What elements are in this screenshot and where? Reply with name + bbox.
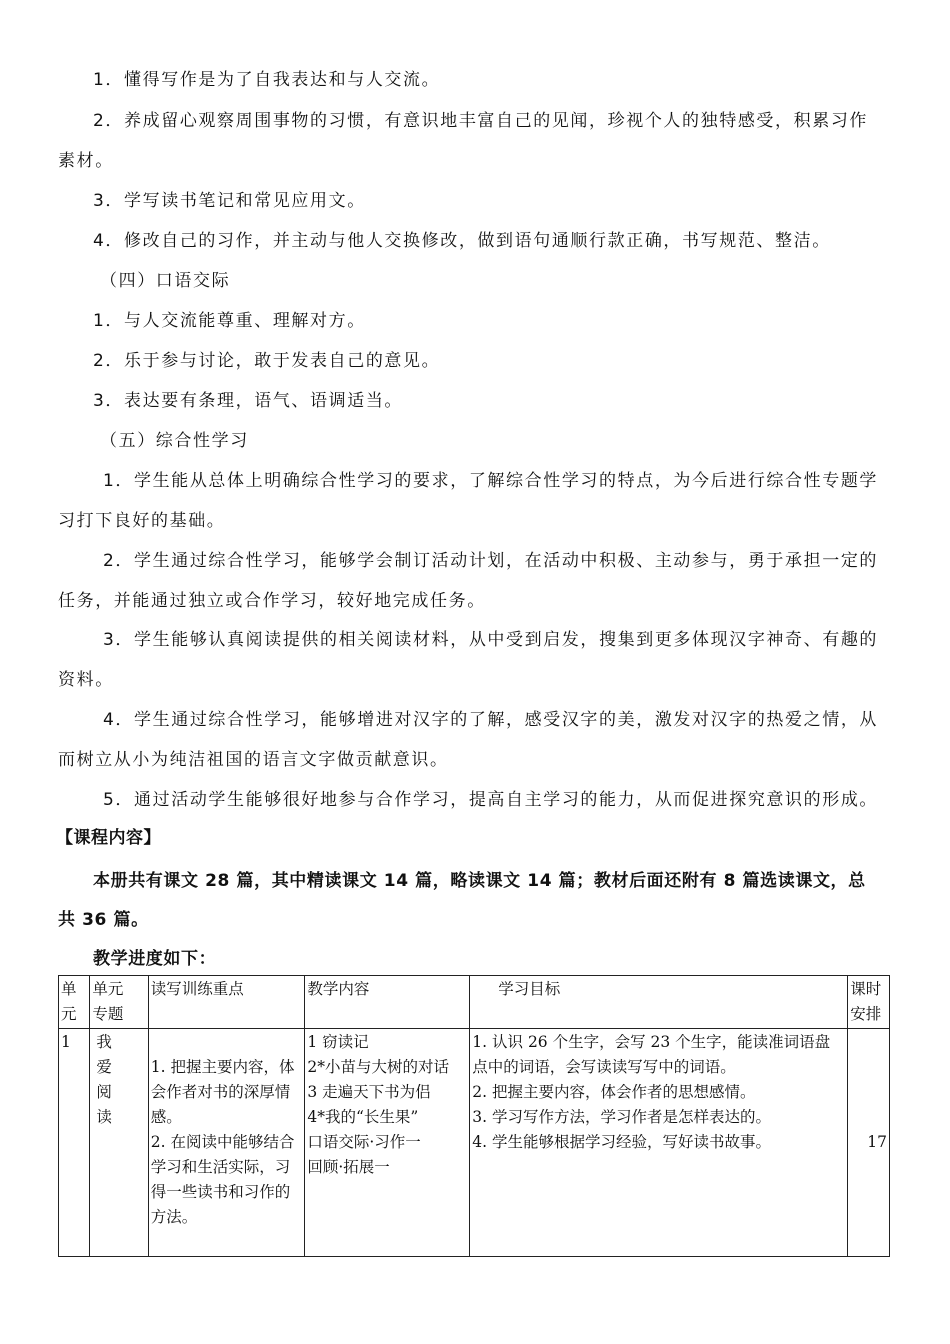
row-hours: 17 <box>848 1029 890 1257</box>
row-focus: 1. 把握主要内容，体会作者对书的深厚情感。 2. 在阅读中能够结合学习和生活实际，习得一些读书和习作的方法。 <box>148 1029 305 1257</box>
comprehensive-line-7: 4．学生通过综合性学习，能够增进对汉字的了解，感受汉字的美，激发对汉字的热爱之情，从 <box>103 710 879 730</box>
row-goals: 1. 认识 26 个生字，会写 23 个生字，能读准词语盘点中的词语，会写读读写写中的词语。 2. 把握主要内容，体会作者的思想感情。 3. 学习写作方法，学习作者是怎样表达的。 4. 学生能够根据学习经验，写好读书故事。 <box>470 1029 848 1257</box>
header-topic: 单元 专题 <box>90 976 148 1029</box>
row-topic: 我 爱 阅 读 <box>90 1029 148 1257</box>
oral-item-2: 2．乐于参与讨论，敢于发表自己的意见。 <box>93 351 441 371</box>
writing-item-2: 2．养成留心观察周围事物的习惯，有意识地丰富自己的见闻，珍视个人的独特感受，积累习作 <box>93 111 869 131</box>
comprehensive-line-8: 而树立从小为纯洁祖国的语言文字做贡献意识。 <box>58 750 449 770</box>
course-heading: 【课程内容】 <box>56 828 161 848</box>
schedule-table <box>58 975 890 1257</box>
table-header-row <box>59 976 890 1029</box>
comprehensive-line-5: 3．学生能够认真阅读提供的相关阅读材料，从中受到启发，搜集到更多体现汉字神奇、有趣的 <box>103 630 879 650</box>
comprehensive-line-3: 2．学生通过综合性学习，能够学会制订活动计划，在活动中积极、主动参与，勇于承担一定的 <box>103 551 879 571</box>
oral-item-1: 1．与人交流能尊重、理解对方。 <box>93 311 366 331</box>
comprehensive-heading: （五）综合性学习 <box>100 431 249 451</box>
schedule-intro: 教学进度如下： <box>93 949 217 969</box>
writing-item-1: 1．懂得写作是为了自我表达和与人交流。 <box>93 70 441 90</box>
writing-item-3: 3．学写读书笔记和常见应用文。 <box>93 191 366 211</box>
comprehensive-line-9: 5．通过活动学生能够很好地参与合作学习，提高自主学习的能力，从而促进探究意识的形成。 <box>103 790 879 810</box>
table-row <box>59 1029 890 1257</box>
comprehensive-line-1: 1．学生能从总体上明确综合性学习的要求，了解综合性学习的特点，为今后进行综合性专题学 <box>103 471 879 491</box>
writing-item-2-cont: 素材。 <box>58 151 114 171</box>
row-unit: 1 <box>59 1029 90 1257</box>
header-unit: 单 元 <box>59 976 90 1029</box>
header-focus: 读写训练重点 <box>148 976 305 1029</box>
course-summary-line-2: 共 36 篇。 <box>58 910 149 930</box>
header-goals: 学习目标 <box>470 976 848 1029</box>
comprehensive-line-2: 习打下良好的基础。 <box>58 511 226 531</box>
header-content: 教学内容 <box>305 976 470 1029</box>
header-hours: 课时 安排 <box>848 976 890 1029</box>
writing-item-4: 4．修改自己的习作，并主动与他人交换修改，做到语句通顺行款正确，书写规范、整洁。 <box>93 231 831 251</box>
course-summary-line-1: 本册共有课文 28 篇，其中精读课文 14 篇，略读课文 14 篇；教材后面还附有 8 篇选读课文，总 <box>93 871 866 891</box>
comprehensive-line-4: 任务，并能通过独立或合作学习，较好地完成任务。 <box>58 591 486 611</box>
oral-item-3: 3．表达要有条理，语气、语调适当。 <box>93 391 404 411</box>
comprehensive-line-6: 资料。 <box>58 670 114 690</box>
oral-heading: （四）口语交际 <box>100 271 231 291</box>
row-content: 1 窃读记 2*小苗与大树的对话 3 走遍天下书为侣 4*我的“长生果” 口语交际·习作一 回顾·拓展一 <box>305 1029 470 1257</box>
